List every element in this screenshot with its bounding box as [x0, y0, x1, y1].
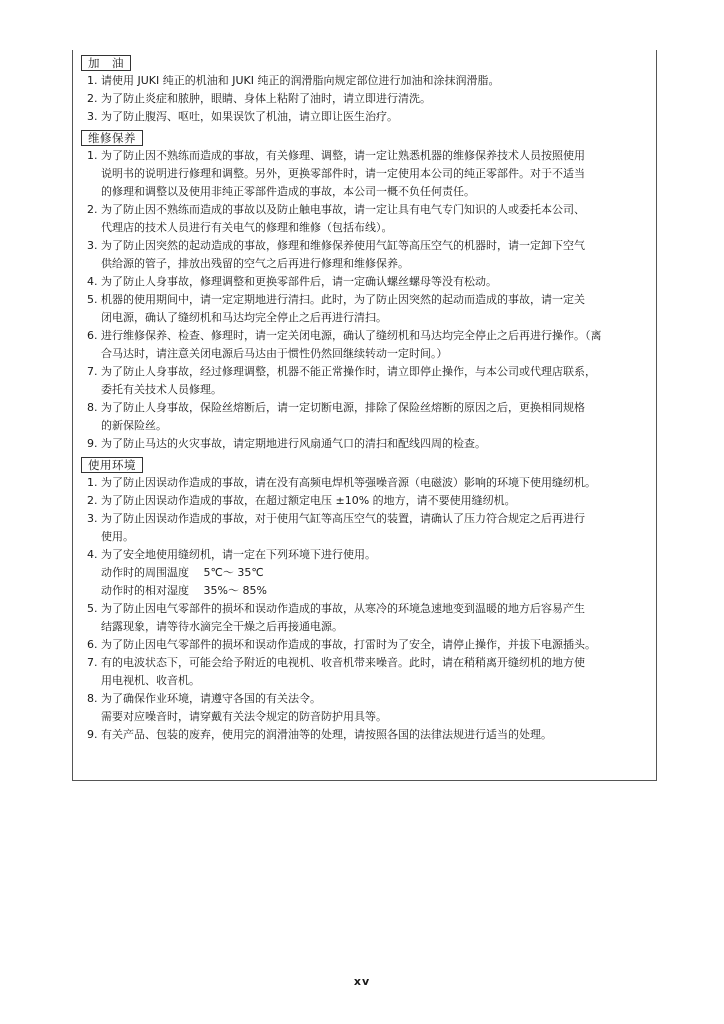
- item-text-line: 结露现象，请等待水滴完全干燥之后再接通电源。: [101, 620, 343, 633]
- item-number: 3.: [87, 110, 98, 123]
- item-number: 1.: [87, 149, 98, 162]
- item-text-line: 的新保险丝。: [101, 419, 167, 432]
- item-text-line: 有关产品、包装的废弃，使用完的润滑油等的处理，请按照各国的法律法规进行适当的处理。: [101, 728, 552, 741]
- item-text-line: 为了防止因误动作造成的事故，对于使用气缸等高压空气的装置，请确认了压力符合规定之后再进行: [101, 512, 585, 525]
- item-text-line: 为了防止因不熟练而造成的事故，有关修理、调整，请一定让熟悉机器的维修保养技术人员按照使用: [101, 149, 585, 162]
- item-text-line: 动作时的相对湿度 35%～ 85%: [101, 584, 267, 597]
- item-text-line: 说明书的说明进行修理和调整。另外，更换零部件时，请一定使用本公司的纯正零部件。对于不适当: [101, 167, 585, 180]
- list-item: [77, 273, 647, 291]
- item-number: 5.: [87, 602, 98, 615]
- list-item: [77, 291, 647, 327]
- page-number: xv: [353, 975, 371, 988]
- list-item: [77, 474, 647, 492]
- item-text-line: 为了防止因误动作造成的事故，在超过额定电压 ±10% 的地方，请不要使用缝纫机。: [101, 494, 516, 507]
- list-item: [77, 654, 647, 690]
- item-text-line: 合马达时，请注意关闭电源后马达由于惯性仍然回继续转动一定时间。）: [101, 347, 448, 360]
- list-item: [77, 636, 647, 654]
- document-content: [77, 52, 647, 745]
- item-text-line: 用电视机、收音机。: [101, 674, 200, 687]
- item-number: 7.: [87, 656, 98, 669]
- list-item: [77, 72, 647, 90]
- item-list: [77, 147, 647, 453]
- list-item: [77, 327, 647, 363]
- section-operating-environment: [77, 454, 647, 744]
- item-text-line: 为了防止马达的火灾事故，请定期地进行风扇通气口的清扫和配线四周的检查。: [101, 437, 486, 450]
- item-text-line: 为了防止人身事故，经过修理调整，机器不能正常操作时，请立即停止操作，与本公司或代理店联系，: [101, 365, 596, 378]
- item-text-line: 为了防止因误动作造成的事故，请在没有高频电焊机等强噪音源（电磁波）影响的环境下使用缝纫机。: [101, 476, 596, 489]
- item-number: 9.: [87, 437, 98, 450]
- item-text-line: 进行维修保养、检查、修理时，请一定关闭电源，确认了缝纫机和马达均完全停止之后再进行操作。（离: [101, 329, 602, 342]
- item-text-line: 为了防止因不熟练而造成的事故以及防止触电事故，请一定让具有电气专门知识的人或委托本公司、: [101, 203, 585, 216]
- item-text-line: 为了防止因突然的起动造成的事故，修理和维修保养使用气缸等高压空气的机器时，请一定卸下空气: [101, 239, 585, 252]
- list-item: [77, 492, 647, 510]
- item-text-line: 机器的使用期间中，请一定定期地进行清扫。此时，为了防止因突然的起动而造成的事故，请一定关: [101, 293, 585, 306]
- section-lubrication: [77, 52, 647, 126]
- item-text-line: 闭电源，确认了缝纫机和马达均完全停止之后再进行清扫。: [101, 311, 387, 324]
- item-list: [77, 474, 647, 744]
- item-text-line: 的修理和调整以及使用非纯正零部件造成的事故，本公司一概不负任何责任。: [101, 185, 475, 198]
- item-number: 1.: [87, 74, 98, 87]
- item-number: 8.: [87, 692, 98, 705]
- item-text-line: 为了防止因电气零部件的损坏和误动作造成的事故，从寒冷的环境急速地变到温暖的地方后容易产生: [101, 602, 585, 615]
- list-item: [77, 435, 647, 453]
- item-number: 6.: [87, 329, 98, 342]
- document-frame: [72, 50, 657, 781]
- list-item: [77, 600, 647, 636]
- item-text-line: 委托有关技术人员修理。: [101, 383, 222, 396]
- item-number: 9.: [87, 728, 98, 741]
- section-title: 加 油: [81, 55, 131, 71]
- item-text-line: 供给源的管子，排放出残留的空气之后再进行修理和维修保养。: [101, 257, 409, 270]
- list-item: [77, 147, 647, 201]
- item-text-line: 为了防止腹泻、呕吐，如果误饮了机油，请立即让医生治疗。: [101, 110, 398, 123]
- section-title: 维修保养: [81, 130, 143, 146]
- item-text-line: 为了防止因电气零部件的损坏和误动作造成的事故，打雷时为了安全，请停止操作，并拔下电源插头。: [101, 638, 596, 651]
- item-text-line: 动作时的周围温度 5℃～ 35℃: [101, 566, 264, 579]
- list-item: [77, 108, 647, 126]
- item-text-line: 为了确保作业环境，请遵守各国的有关法令。: [101, 692, 321, 705]
- list-item: [77, 201, 647, 237]
- list-item: [77, 510, 647, 546]
- item-number: 3.: [87, 512, 98, 525]
- item-number: 1.: [87, 476, 98, 489]
- item-text-line: 为了防止人身事故，保险丝熔断后，请一定切断电源，排除了保险丝熔断的原因之后，更换相同规格: [101, 401, 585, 414]
- item-text-line: 有的电波状态下，可能会给予附近的电视机、收音机带来噪音。此时，请在稍稍离开缝纫机的地方使: [101, 656, 585, 669]
- item-text-line: 为了安全地使用缝纫机，请一定在下列环境下进行使用。: [101, 548, 376, 561]
- section-maintenance: [77, 127, 647, 453]
- item-number: 2.: [87, 92, 98, 105]
- list-item: [77, 546, 647, 600]
- list-item: [77, 90, 647, 108]
- item-number: 6.: [87, 638, 98, 651]
- item-list: [77, 72, 647, 126]
- item-number: 4.: [87, 548, 98, 561]
- list-item: [77, 726, 647, 744]
- item-number: 2.: [87, 203, 98, 216]
- list-item: [77, 399, 647, 435]
- item-number: 3.: [87, 239, 98, 252]
- list-item: [77, 237, 647, 273]
- section-title: 使用环境: [81, 457, 143, 473]
- item-text-line: 使用。: [101, 530, 134, 543]
- list-item: [77, 363, 647, 399]
- item-number: 2.: [87, 494, 98, 507]
- item-number: 7.: [87, 365, 98, 378]
- item-text-line: 为了防止人身事故，修理调整和更换零部件后，请一定确认螺丝螺母等没有松动。: [101, 275, 497, 288]
- item-text-line: 为了防止炎症和脓肿，眼睛、身体上粘附了油时，请立即进行清洗。: [101, 92, 431, 105]
- item-text-line: 请使用 JUKI 纯正的机油和 JUKI 纯正的润滑脂向规定部位进行加油和涂抹润滑脂。: [101, 74, 500, 87]
- item-text-line: 需要对应噪音时，请穿戴有关法令规定的防音防护用具等。: [101, 710, 387, 723]
- item-number: 8.: [87, 401, 98, 414]
- item-number: 5.: [87, 293, 98, 306]
- item-text-line: 代理店的技术人员进行有关电气的修理和维修（包括布线）。: [101, 221, 393, 234]
- item-number: 4.: [87, 275, 98, 288]
- list-item: [77, 690, 647, 726]
